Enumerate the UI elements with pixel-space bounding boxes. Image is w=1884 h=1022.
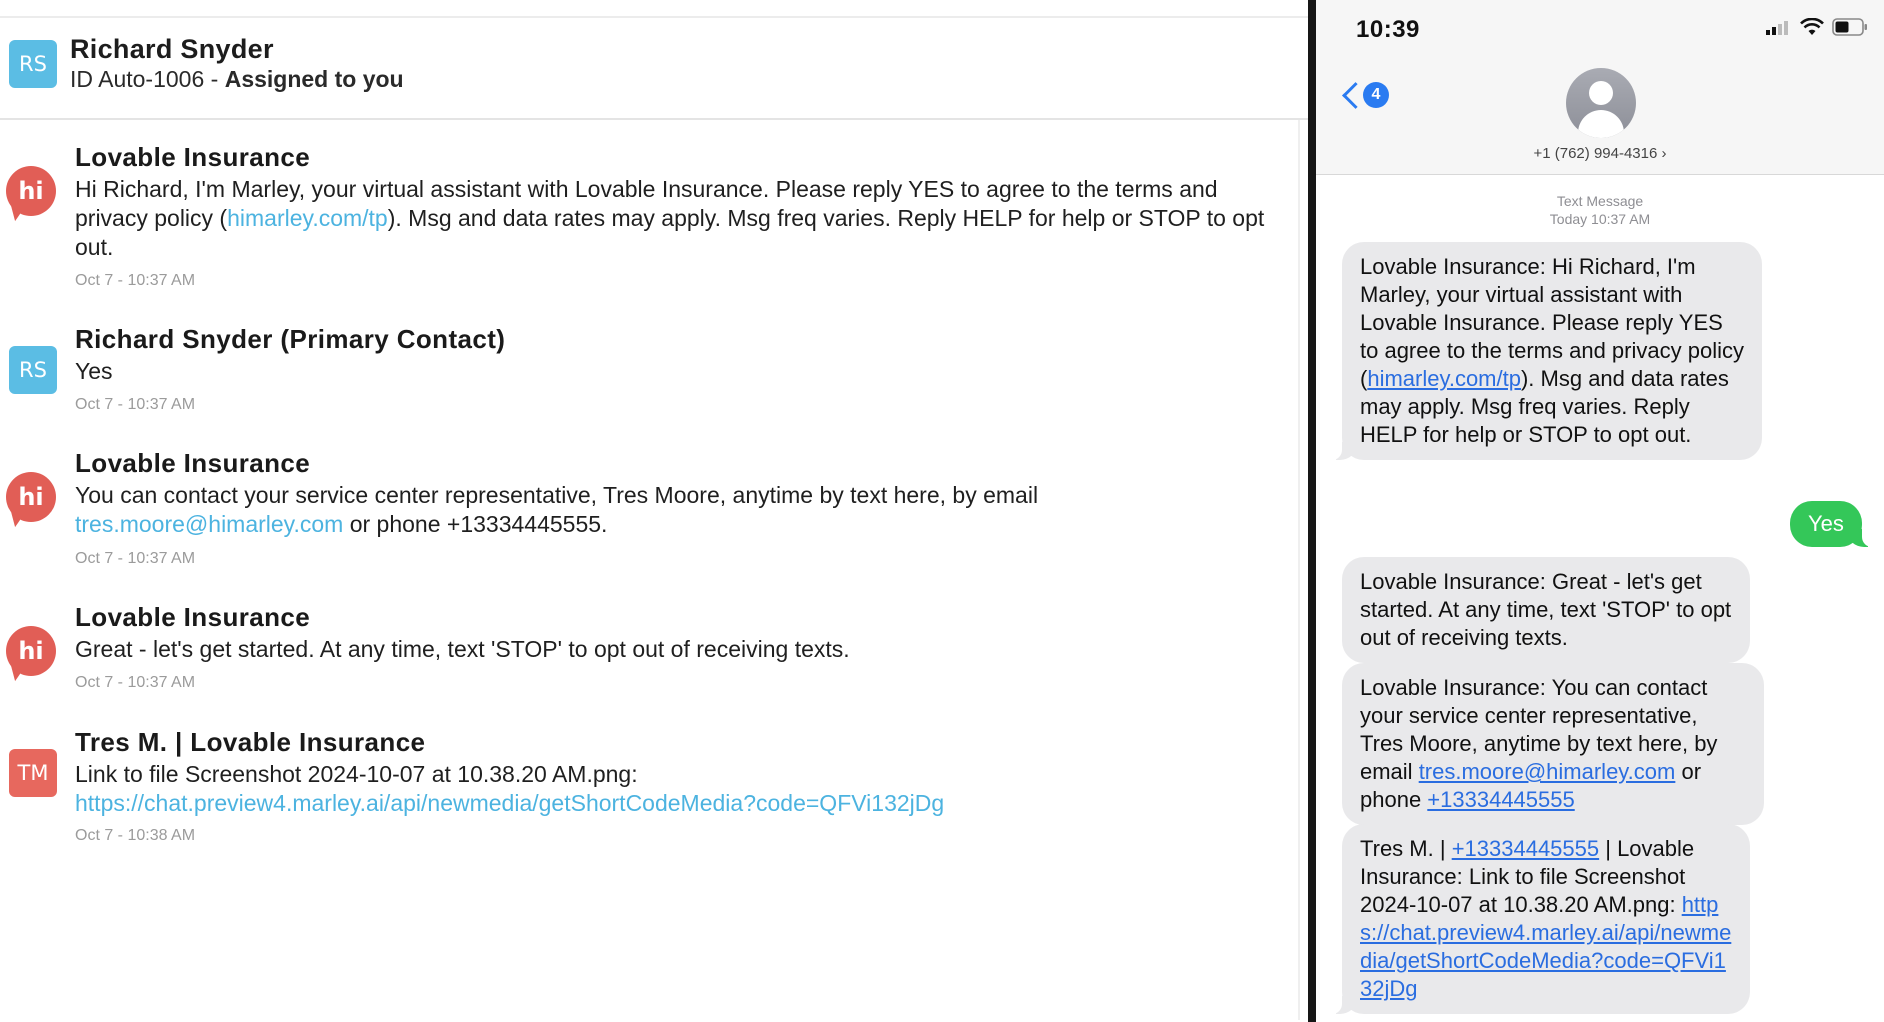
- incoming-message-bubble[interactable]: [1342, 557, 1750, 663]
- message-timestamp: Oct 7 - 10:38 AM: [75, 827, 196, 844]
- incoming-message-bubble[interactable]: [1342, 824, 1750, 1014]
- battery-icon: [1832, 18, 1868, 36]
- message-sender: Lovable Insurance: [75, 602, 311, 632]
- agent-avatar[interactable]: TM: [9, 749, 57, 797]
- message-text: Great - let's get started. At any time, text 'STOP' to opt out of receiving texts.: [75, 636, 850, 662]
- assignment-status: Assigned to you: [224, 66, 404, 92]
- file-link[interactable]: https://chat.preview4.marley.ai/api/newmedia/getShortCodeMedia?code=QFVi132jDg: [75, 790, 945, 816]
- marley-hi-icon: hi: [6, 626, 56, 676]
- bubble-text: Lovable Insurance: Hi Richard, I'm Marley, your virtual assistant with Lovable Insurance. Please reply YES to agree to the terms and privacy policy (: [1360, 254, 1744, 391]
- marley-hi-icon: hi: [6, 166, 56, 216]
- phone-link[interactable]: +13334445555: [1427, 787, 1575, 812]
- message-item: [0, 324, 1290, 420]
- top-divider: [0, 0, 1308, 18]
- message-timestamp: Oct 7 - 10:37 AM: [75, 550, 196, 567]
- chevron-left-icon: [1342, 82, 1369, 109]
- message-item: [0, 727, 1290, 857]
- contact-subtitle: [70, 66, 404, 93]
- bubble-text: | Lovable Insurance: Link to file Screenshot 2024-10-07 at 10.38.20 AM.png:: [1360, 836, 1695, 917]
- conversation-header: [0, 18, 1308, 120]
- message-text-part: Hi Richard, I'm Marley, your virtual assistant with Lovable Insurance. Please reply YES to agree to the terms and privacy policy (: [75, 176, 1218, 231]
- contact-name[interactable]: Richard Snyder: [70, 34, 274, 64]
- bubble-text: ). Msg and data rates may apply. Msg freq varies. Reply HELP for help or STOP to opt out.: [1360, 366, 1729, 447]
- marley-hi-icon: hi: [6, 472, 56, 522]
- contact-avatar[interactable]: RS: [9, 40, 57, 88]
- status-bar-icons: [1766, 18, 1868, 36]
- incoming-message-bubble[interactable]: [1342, 663, 1764, 825]
- message-sender: Tres M. | Lovable Insurance: [75, 727, 426, 757]
- message-item: [0, 602, 1290, 698]
- bubble-text: or phone: [1360, 759, 1702, 812]
- message-sender: Richard Snyder (Primary Contact): [75, 324, 506, 354]
- message-timestamp: Oct 7 - 10:37 AM: [75, 396, 196, 413]
- message-text: Yes: [75, 358, 113, 384]
- bubble-text: Tres M. |: [1360, 836, 1452, 861]
- message-text-part: or phone +13334445555.: [343, 511, 608, 537]
- message-type-label: Text Message: [1556, 193, 1644, 209]
- phone-nav-header: [1316, 0, 1884, 175]
- message-item: [0, 448, 1290, 568]
- message-text-part: You can contact your service center representative, Tres Moore, anytime by text here, by email: [75, 482, 1039, 508]
- message-timestamp: Oct 7 - 10:37 AM: [75, 272, 196, 289]
- scrollbar[interactable]: [1298, 120, 1300, 1020]
- status-bar-clock: 10:39: [1356, 16, 1420, 43]
- panel-divider: [1308, 0, 1316, 1022]
- bubble-text: Lovable Insurance: Great - let's get started. At any time, text 'STOP' to opt out of receiving texts.: [1360, 569, 1732, 650]
- terms-link[interactable]: himarley.com/tp: [227, 205, 388, 231]
- contact-phone-number[interactable]: +1 (762) 994-4316 ›: [1533, 145, 1667, 162]
- incoming-message-bubble[interactable]: [1342, 242, 1762, 460]
- cellular-signal-icon: [1766, 19, 1792, 35]
- contact-avatar[interactable]: RS: [9, 346, 57, 394]
- message-text: [75, 481, 1265, 539]
- back-button[interactable]: [1338, 82, 1389, 108]
- unread-count-badge: 4: [1363, 82, 1389, 108]
- thread-meta: [1316, 192, 1884, 228]
- email-link[interactable]: tres.moore@himarley.com: [1418, 759, 1676, 784]
- file-link[interactable]: https://chat.preview4.marley.ai/api/newmedia/getShortCodeMedia?code=QFVi132jDg: [1360, 892, 1732, 1001]
- message-sender: Lovable Insurance: [75, 448, 311, 478]
- message-item: [0, 142, 1290, 292]
- claim-id: ID Auto-1006 -: [70, 66, 225, 92]
- message-text: [75, 175, 1265, 262]
- message-sender: Lovable Insurance: [75, 142, 311, 172]
- wifi-icon: [1800, 18, 1824, 36]
- email-link[interactable]: tres.moore@himarley.com: [75, 511, 344, 537]
- bubble-text: Lovable Insurance: You can contact your service center representative, Tres Moore, anytime by text here, by email: [1360, 675, 1718, 784]
- message-text: [75, 760, 1265, 818]
- phone-messages-screen: [1316, 0, 1884, 1022]
- terms-link[interactable]: himarley.com/tp: [1367, 366, 1521, 391]
- phone-link[interactable]: +13334445555: [1451, 836, 1600, 861]
- contact-avatar-icon[interactable]: [1566, 68, 1636, 138]
- message-text-part: ). Msg and data rates may apply. Msg freq varies. Reply HELP for help or STOP to opt out.: [75, 205, 1265, 260]
- message-text-part: Link to file Screenshot 2024-10-07 at 10.38.20 AM.png:: [75, 761, 638, 787]
- message-timestamp: Oct 7 - 10:37 AM: [75, 674, 196, 691]
- thread-timestamp: Today 10:37 AM: [1549, 211, 1651, 227]
- outgoing-message-bubble[interactable]: Yes: [1790, 501, 1862, 547]
